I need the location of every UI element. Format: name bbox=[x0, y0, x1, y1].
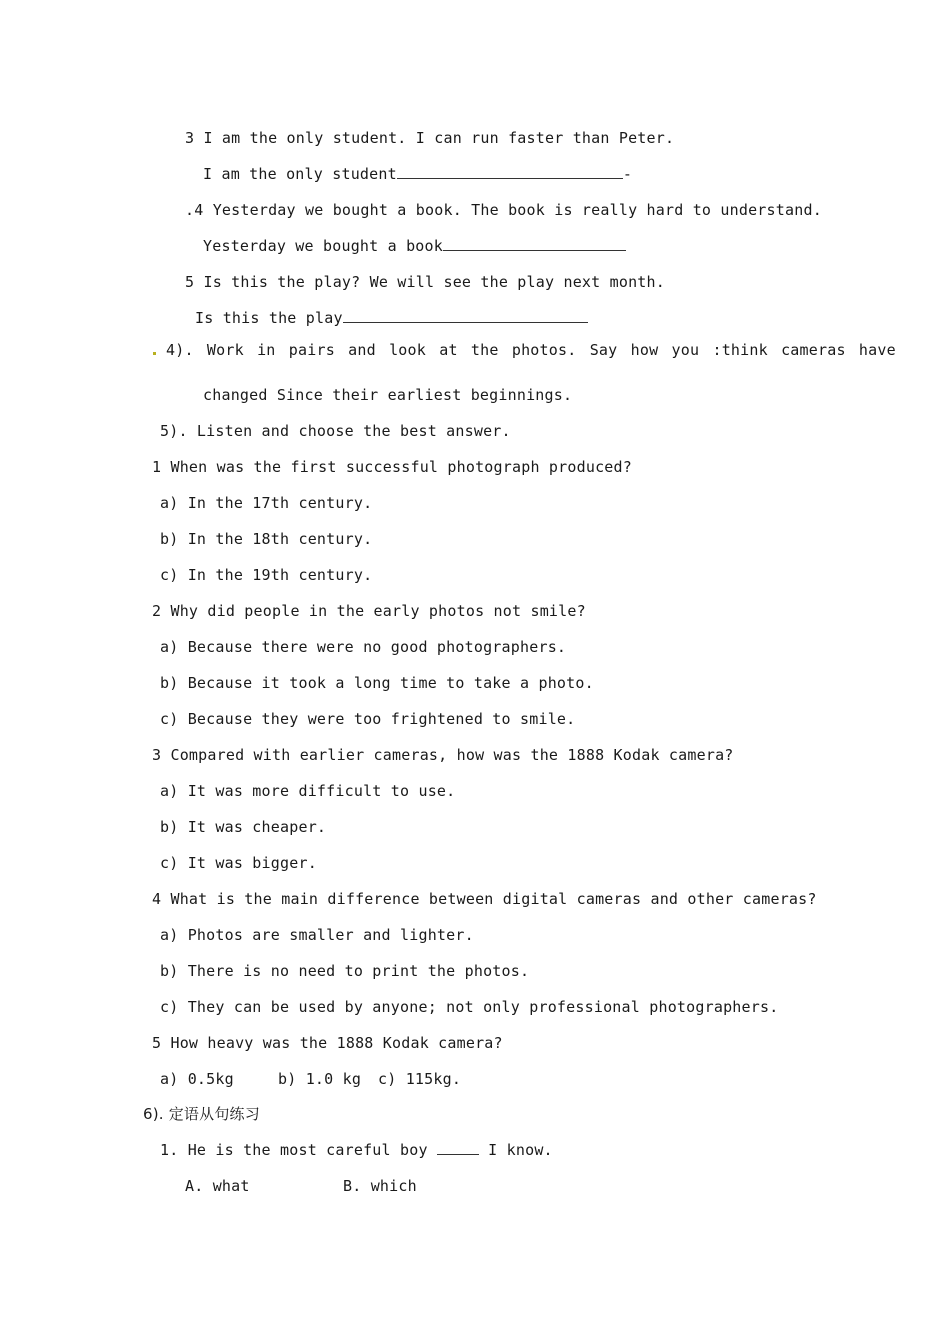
answer-blank[interactable] bbox=[443, 236, 626, 251]
option-B[interactable]: B. which bbox=[343, 1177, 417, 1195]
option-3b[interactable]: b) It was cheaper. bbox=[160, 818, 327, 836]
question-1: 1 When was the first successful photograph produced? bbox=[152, 458, 632, 476]
part5-title: 5). Listen and choose the best answer. bbox=[160, 422, 511, 440]
part6-title: 6). 定语从句练习 bbox=[143, 1105, 260, 1123]
rewrite-5-question: 5 Is this the play? We will see the play next month. bbox=[185, 273, 665, 291]
answer-blank[interactable] bbox=[343, 308, 588, 323]
option-2c[interactable]: c) Because they were too frightened to smile. bbox=[160, 710, 576, 728]
rewrite-4-question: .4 Yesterday we bought a book. The book is really hard to understand. bbox=[185, 201, 822, 219]
part4-instruction-cont: changed Since their earliest beginnings. bbox=[203, 386, 573, 404]
rewrite-5-answer: Is this the play bbox=[195, 308, 588, 328]
option-5c[interactable]: c) 115kg. bbox=[378, 1070, 462, 1088]
question-3: 3 Compared with earlier cameras, how was the 1888 Kodak camera? bbox=[152, 746, 734, 764]
option-4b[interactable]: b) There is no need to print the photos. bbox=[160, 962, 530, 980]
rewrite-3-question: 3 I am the only student. I can run faster than Peter. bbox=[185, 129, 675, 147]
answer-blank[interactable] bbox=[397, 164, 623, 179]
option-3c[interactable]: c) It was bigger. bbox=[160, 854, 317, 872]
option-4a[interactable]: a) Photos are smaller and lighter. bbox=[160, 926, 474, 944]
option-1c[interactable]: c) In the 19th century. bbox=[160, 566, 373, 584]
option-5b[interactable]: b) 1.0 kg bbox=[278, 1070, 362, 1088]
rewrite-4-answer: Yesterday we bought a book bbox=[203, 236, 626, 256]
option-A[interactable]: A. what bbox=[185, 1177, 250, 1195]
question-4: 4 What is the main difference between digital cameras and other cameras? bbox=[152, 890, 817, 908]
question-5-options bbox=[160, 1069, 461, 1089]
option-1a[interactable]: a) In the 17th century. bbox=[160, 494, 373, 512]
option-5a[interactable]: a) 0.5kg bbox=[160, 1070, 234, 1088]
part6-question-1: 1. He is the most careful boy I know. bbox=[160, 1141, 553, 1159]
mark-dot bbox=[153, 352, 156, 355]
option-1b[interactable]: b) In the 18th century. bbox=[160, 530, 373, 548]
part6-question-1-options bbox=[185, 1176, 417, 1196]
part4-instruction: 4). Work in pairs and look at the photos. Say how you :think cameras have bbox=[166, 341, 896, 359]
question-2: 2 Why did people in the early photos not smile? bbox=[152, 602, 586, 620]
rewrite-3-answer: I am the only student - bbox=[203, 165, 633, 183]
option-3a[interactable]: a) It was more difficult to use. bbox=[160, 782, 456, 800]
option-4c[interactable]: c) They can be used by anyone; not only professional photographers. bbox=[160, 998, 779, 1016]
answer-blank[interactable] bbox=[437, 1140, 479, 1155]
option-2b[interactable]: b) Because it took a long time to take a photo. bbox=[160, 674, 594, 692]
option-2a[interactable]: a) Because there were no good photographers. bbox=[160, 638, 567, 656]
question-5: 5 How heavy was the 1888 Kodak camera? bbox=[152, 1034, 503, 1052]
